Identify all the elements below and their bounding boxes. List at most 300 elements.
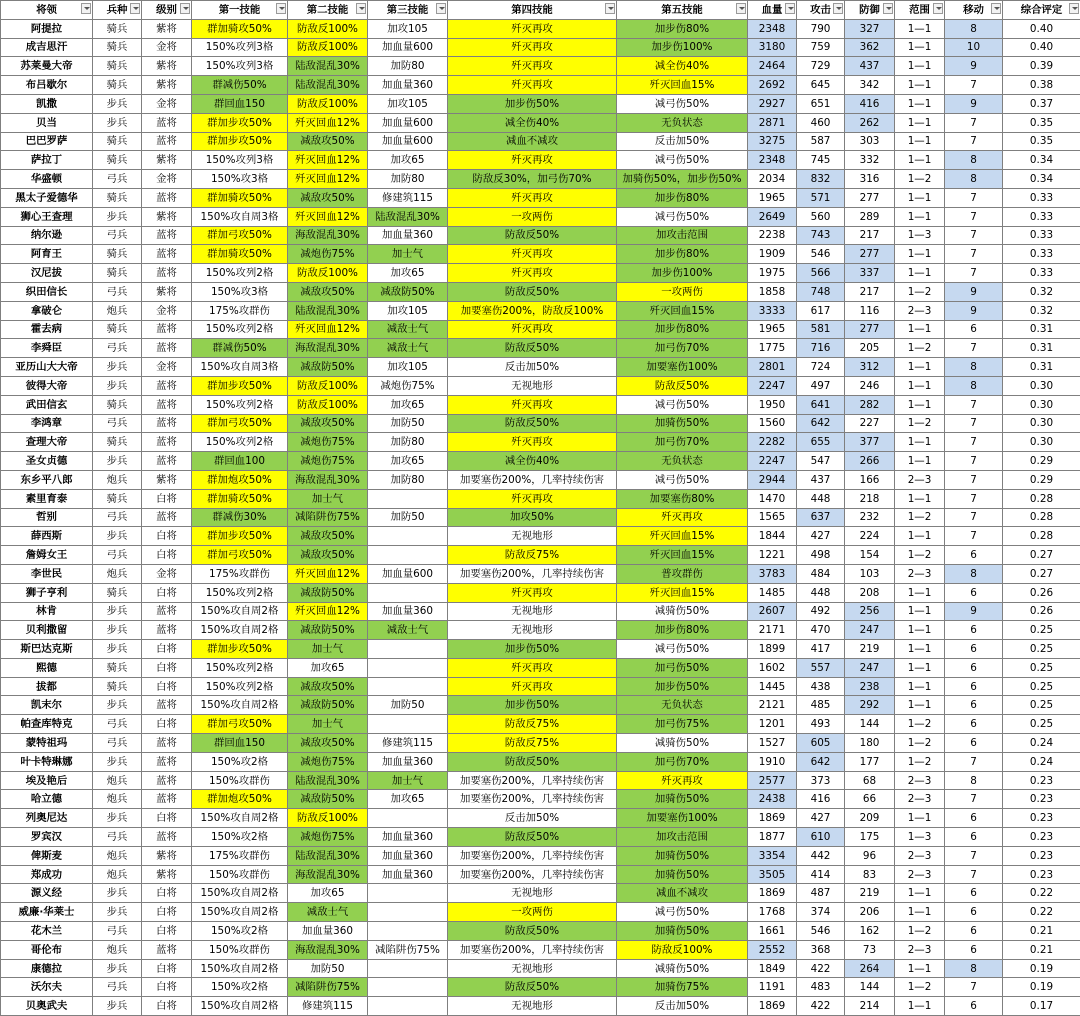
range-cell[interactable]: 1—2 <box>895 978 945 997</box>
skill-2-cell[interactable]: 防敌反100% <box>288 809 368 828</box>
defense-cell[interactable]: 83 <box>845 865 895 884</box>
skill-4-cell[interactable]: 反击加50% <box>448 809 617 828</box>
skill-2-cell[interactable]: 海敌混乱30% <box>288 865 368 884</box>
skill-1-cell[interactable]: 150%攻自周2格 <box>192 997 288 1016</box>
skill-3-cell[interactable]: 加士气 <box>368 245 448 264</box>
troop-type-cell[interactable]: 炮兵 <box>93 301 142 320</box>
general-name-cell[interactable]: 贝奥武夫 <box>1 997 93 1016</box>
troop-type-cell[interactable]: 骑兵 <box>93 151 142 170</box>
rank-cell[interactable]: 紫将 <box>142 865 192 884</box>
rank-cell[interactable]: 蓝将 <box>142 132 192 151</box>
rank-cell[interactable]: 白将 <box>142 640 192 659</box>
attack-cell[interactable]: 374 <box>797 903 845 922</box>
skill-2-cell[interactable]: 陆敌混乱30% <box>288 846 368 865</box>
skill-5-cell[interactable]: 减全伤40% <box>617 57 748 76</box>
skill-2-cell[interactable]: 减敌攻50% <box>288 677 368 696</box>
move-cell[interactable]: 10 <box>945 38 1003 57</box>
skill-1-cell[interactable]: 群加骑攻50% <box>192 19 288 38</box>
rank-cell[interactable]: 白将 <box>142 809 192 828</box>
range-cell[interactable]: 1—3 <box>895 226 945 245</box>
defense-cell[interactable]: 206 <box>845 903 895 922</box>
range-cell[interactable]: 1—2 <box>895 508 945 527</box>
hp-cell[interactable]: 1877 <box>748 828 797 847</box>
skill-2-cell[interactable]: 歼灭回血12% <box>288 207 368 226</box>
hp-cell[interactable]: 1602 <box>748 658 797 677</box>
skill-5-cell[interactable]: 减弓伤50% <box>617 395 748 414</box>
skill-4-cell[interactable]: 减血不减攻 <box>448 132 617 151</box>
move-cell[interactable]: 6 <box>945 997 1003 1016</box>
skill-3-cell[interactable]: 加血量600 <box>368 113 448 132</box>
range-cell[interactable]: 2—3 <box>895 865 945 884</box>
skill-4-cell[interactable]: 加要塞伤200%，几率持续伤害 <box>448 846 617 865</box>
defense-cell[interactable]: 217 <box>845 282 895 301</box>
attack-cell[interactable]: 427 <box>797 527 845 546</box>
general-name-cell[interactable]: 阿育王 <box>1 245 93 264</box>
troop-type-cell[interactable]: 骑兵 <box>93 38 142 57</box>
skill-2-cell[interactable]: 加防50 <box>288 959 368 978</box>
hp-cell[interactable]: 2348 <box>748 19 797 38</box>
skill-3-cell[interactable]: 加攻105 <box>368 19 448 38</box>
range-cell[interactable]: 2—3 <box>895 470 945 489</box>
rank-cell[interactable]: 白将 <box>142 715 192 734</box>
rank-cell[interactable]: 紫将 <box>142 19 192 38</box>
skill-3-cell[interactable]: 加攻105 <box>368 94 448 113</box>
move-cell[interactable]: 6 <box>945 809 1003 828</box>
skill-2-cell[interactable]: 减敌士气 <box>288 903 368 922</box>
range-cell[interactable]: 1—1 <box>895 452 945 471</box>
move-cell[interactable]: 7 <box>945 188 1003 207</box>
range-cell[interactable]: 2—3 <box>895 564 945 583</box>
defense-cell[interactable]: 437 <box>845 57 895 76</box>
skill-1-cell[interactable]: 群加步攻50% <box>192 376 288 395</box>
rating-cell[interactable]: 0.30 <box>1003 376 1080 395</box>
range-cell[interactable]: 1—1 <box>895 38 945 57</box>
skill-3-cell[interactable] <box>368 527 448 546</box>
skill-2-cell[interactable]: 减敌防50% <box>288 790 368 809</box>
skill-4-cell[interactable]: 歼灭再攻 <box>448 188 617 207</box>
troop-type-cell[interactable]: 骑兵 <box>93 677 142 696</box>
skill-1-cell[interactable]: 175%攻群伤 <box>192 301 288 320</box>
skill-1-cell[interactable]: 150%攻群伤 <box>192 940 288 959</box>
range-cell[interactable]: 1—1 <box>895 527 945 546</box>
skill-3-cell[interactable]: 加攻105 <box>368 358 448 377</box>
rank-cell[interactable]: 蓝将 <box>142 339 192 358</box>
skill-2-cell[interactable]: 减敌攻50% <box>288 527 368 546</box>
range-cell[interactable]: 1—1 <box>895 621 945 640</box>
skill-2-cell[interactable]: 海敌混乱30% <box>288 940 368 959</box>
skill-2-cell[interactable]: 修建筑115 <box>288 997 368 1016</box>
skill-3-cell[interactable]: 加防80 <box>368 433 448 452</box>
skill-1-cell[interactable]: 群减伤50% <box>192 76 288 95</box>
skill-3-cell[interactable] <box>368 922 448 941</box>
rating-cell[interactable]: 0.30 <box>1003 414 1080 433</box>
attack-cell[interactable]: 745 <box>797 151 845 170</box>
troop-type-cell[interactable]: 弓兵 <box>93 414 142 433</box>
skill-2-cell[interactable]: 减敌防50% <box>288 621 368 640</box>
general-name-cell[interactable]: 詹姆女王 <box>1 546 93 565</box>
filter-dropdown-icon[interactable] <box>991 3 1001 14</box>
general-name-cell[interactable]: 黑太子爱德华 <box>1 188 93 207</box>
skill-3-cell[interactable]: 加防80 <box>368 57 448 76</box>
skill-4-cell[interactable]: 防敌反50% <box>448 414 617 433</box>
defense-cell[interactable]: 224 <box>845 527 895 546</box>
defense-cell[interactable]: 205 <box>845 339 895 358</box>
attack-cell[interactable]: 460 <box>797 113 845 132</box>
attack-cell[interactable]: 438 <box>797 677 845 696</box>
skill-4-cell[interactable]: 无视地形 <box>448 527 617 546</box>
skill-1-cell[interactable]: 群加弓攻50% <box>192 715 288 734</box>
hp-cell[interactable]: 1527 <box>748 734 797 753</box>
general-name-cell[interactable]: 狮心王查理 <box>1 207 93 226</box>
move-cell[interactable]: 7 <box>945 790 1003 809</box>
range-cell[interactable]: 1—1 <box>895 640 945 659</box>
rating-cell[interactable]: 0.29 <box>1003 452 1080 471</box>
skill-2-cell[interactable]: 防敌反100% <box>288 94 368 113</box>
attack-cell[interactable]: 716 <box>797 339 845 358</box>
rating-cell[interactable]: 0.19 <box>1003 978 1080 997</box>
troop-type-cell[interactable]: 步兵 <box>93 452 142 471</box>
troop-type-cell[interactable]: 步兵 <box>93 602 142 621</box>
defense-cell[interactable]: 262 <box>845 113 895 132</box>
skill-2-cell[interactable]: 减炮伤75% <box>288 752 368 771</box>
attack-cell[interactable]: 557 <box>797 658 845 677</box>
skill-5-cell[interactable]: 加要塞伤80% <box>617 489 748 508</box>
skill-5-cell[interactable]: 加步伤100% <box>617 38 748 57</box>
hp-cell[interactable]: 2552 <box>748 940 797 959</box>
move-cell[interactable]: 8 <box>945 959 1003 978</box>
hp-cell[interactable]: 3354 <box>748 846 797 865</box>
rating-cell[interactable]: 0.23 <box>1003 828 1080 847</box>
rank-cell[interactable]: 蓝将 <box>142 771 192 790</box>
skill-5-cell[interactable]: 无负状态 <box>617 696 748 715</box>
move-cell[interactable]: 7 <box>945 264 1003 283</box>
skill-1-cell[interactable]: 群加骑攻50% <box>192 188 288 207</box>
attack-cell[interactable]: 637 <box>797 508 845 527</box>
skill-1-cell[interactable]: 群加炮攻50% <box>192 790 288 809</box>
skill-3-cell[interactable] <box>368 978 448 997</box>
skill-2-cell[interactable]: 加士气 <box>288 489 368 508</box>
general-name-cell[interactable]: 东乡平八郎 <box>1 470 93 489</box>
troop-type-cell[interactable]: 步兵 <box>93 94 142 113</box>
move-cell[interactable]: 7 <box>945 76 1003 95</box>
rank-cell[interactable]: 金将 <box>142 94 192 113</box>
hp-cell[interactable]: 1899 <box>748 640 797 659</box>
attack-cell[interactable]: 587 <box>797 132 845 151</box>
skill-5-cell[interactable]: 减骑伤50% <box>617 602 748 621</box>
filter-dropdown-icon[interactable] <box>356 3 366 14</box>
troop-type-cell[interactable]: 炮兵 <box>93 771 142 790</box>
skill-5-cell[interactable]: 加骑伤50% <box>617 414 748 433</box>
skill-1-cell[interactable]: 群加步攻50% <box>192 132 288 151</box>
troop-type-cell[interactable]: 弓兵 <box>93 508 142 527</box>
general-name-cell[interactable]: 哈立德 <box>1 790 93 809</box>
skill-3-cell[interactable] <box>368 489 448 508</box>
rating-cell[interactable]: 0.25 <box>1003 715 1080 734</box>
skill-5-cell[interactable]: 加骑伤50% <box>617 922 748 941</box>
skill-5-cell[interactable]: 反击加50% <box>617 132 748 151</box>
skill-5-cell[interactable]: 加步伤100% <box>617 264 748 283</box>
skill-3-cell[interactable]: 加士气 <box>368 771 448 790</box>
troop-type-cell[interactable]: 弓兵 <box>93 226 142 245</box>
skill-2-cell[interactable]: 减敌攻50% <box>288 734 368 753</box>
range-cell[interactable]: 1—2 <box>895 752 945 771</box>
skill-4-cell[interactable]: 加要塞伤200%，几率持续伤害 <box>448 865 617 884</box>
skill-1-cell[interactable]: 150%攻自周3格 <box>192 207 288 226</box>
rating-cell[interactable]: 0.27 <box>1003 564 1080 583</box>
skill-3-cell[interactable]: 加攻65 <box>368 264 448 283</box>
rating-cell[interactable]: 0.29 <box>1003 470 1080 489</box>
skill-2-cell[interactable]: 减敌防50% <box>288 583 368 602</box>
skill-4-cell[interactable]: 防敌反30%，加弓伤70% <box>448 170 617 189</box>
hp-cell[interactable]: 2927 <box>748 94 797 113</box>
rank-cell[interactable]: 蓝将 <box>142 376 192 395</box>
move-cell[interactable]: 6 <box>945 903 1003 922</box>
attack-cell[interactable]: 581 <box>797 320 845 339</box>
hp-cell[interactable]: 3783 <box>748 564 797 583</box>
defense-cell[interactable]: 327 <box>845 19 895 38</box>
skill-2-cell[interactable]: 海敌混乱30% <box>288 339 368 358</box>
hp-cell[interactable]: 1565 <box>748 508 797 527</box>
move-cell[interactable]: 8 <box>945 151 1003 170</box>
skill-3-cell[interactable]: 加攻65 <box>368 452 448 471</box>
rating-cell[interactable]: 0.31 <box>1003 358 1080 377</box>
skill-4-cell[interactable]: 一攻两伤 <box>448 207 617 226</box>
skill-1-cell[interactable]: 150%攻自周2格 <box>192 903 288 922</box>
attack-cell[interactable]: 547 <box>797 452 845 471</box>
general-name-cell[interactable]: 埃及艳后 <box>1 771 93 790</box>
rank-cell[interactable]: 金将 <box>142 358 192 377</box>
troop-type-cell[interactable]: 弓兵 <box>93 170 142 189</box>
skill-5-cell[interactable]: 加步伤80% <box>617 621 748 640</box>
skill-3-cell[interactable]: 加防50 <box>368 508 448 527</box>
skill-2-cell[interactable]: 海敌混乱30% <box>288 470 368 489</box>
skill-4-cell[interactable]: 防敌反75% <box>448 734 617 753</box>
skill-3-cell[interactable]: 减敌防50% <box>368 282 448 301</box>
skill-5-cell[interactable]: 防敌反50% <box>617 376 748 395</box>
defense-cell[interactable]: 292 <box>845 696 895 715</box>
skill-4-cell[interactable]: 加步伤50% <box>448 640 617 659</box>
defense-cell[interactable]: 266 <box>845 452 895 471</box>
rating-cell[interactable]: 0.30 <box>1003 395 1080 414</box>
skill-4-cell[interactable]: 歼灭再攻 <box>448 320 617 339</box>
skill-1-cell[interactable]: 150%攻2格 <box>192 828 288 847</box>
skill-3-cell[interactable]: 加血量360 <box>368 846 448 865</box>
attack-cell[interactable]: 422 <box>797 959 845 978</box>
rank-cell[interactable]: 紫将 <box>142 207 192 226</box>
general-name-cell[interactable]: 李鸿章 <box>1 414 93 433</box>
defense-cell[interactable]: 377 <box>845 433 895 452</box>
range-cell[interactable]: 1—1 <box>895 132 945 151</box>
troop-type-cell[interactable]: 炮兵 <box>93 470 142 489</box>
hp-cell[interactable]: 2348 <box>748 151 797 170</box>
hp-cell[interactable]: 1869 <box>748 809 797 828</box>
troop-type-cell[interactable]: 步兵 <box>93 903 142 922</box>
skill-4-cell[interactable]: 防敌反50% <box>448 922 617 941</box>
skill-4-cell[interactable]: 加要塞伤200%，几率持续伤害 <box>448 940 617 959</box>
skill-3-cell[interactable]: 加攻65 <box>368 790 448 809</box>
general-name-cell[interactable]: 武田信玄 <box>1 395 93 414</box>
range-cell[interactable]: 1—2 <box>895 339 945 358</box>
skill-3-cell[interactable]: 加血量360 <box>368 865 448 884</box>
skill-2-cell[interactable]: 歼灭回血12% <box>288 170 368 189</box>
range-cell[interactable]: 1—2 <box>895 282 945 301</box>
skill-3-cell[interactable]: 减敌士气 <box>368 339 448 358</box>
skill-1-cell[interactable]: 150%攻自周2格 <box>192 809 288 828</box>
rank-cell[interactable]: 紫将 <box>142 282 192 301</box>
hp-cell[interactable]: 1909 <box>748 245 797 264</box>
skill-2-cell[interactable]: 防敌反100% <box>288 395 368 414</box>
skill-3-cell[interactable]: 减炮伤75% <box>368 376 448 395</box>
troop-type-cell[interactable]: 步兵 <box>93 959 142 978</box>
defense-cell[interactable]: 362 <box>845 38 895 57</box>
skill-3-cell[interactable]: 减敌士气 <box>368 320 448 339</box>
skill-3-cell[interactable]: 陆敌混乱30% <box>368 207 448 226</box>
move-cell[interactable]: 8 <box>945 170 1003 189</box>
rank-cell[interactable]: 白将 <box>142 527 192 546</box>
skill-3-cell[interactable] <box>368 997 448 1016</box>
skill-1-cell[interactable]: 150%攻2格 <box>192 978 288 997</box>
range-cell[interactable]: 1—1 <box>895 151 945 170</box>
troop-type-cell[interactable]: 步兵 <box>93 207 142 226</box>
general-name-cell[interactable]: 罗宾汉 <box>1 828 93 847</box>
skill-4-cell[interactable]: 防敌反50% <box>448 339 617 358</box>
move-cell[interactable]: 6 <box>945 640 1003 659</box>
skill-4-cell[interactable]: 防敌反50% <box>448 978 617 997</box>
attack-cell[interactable]: 484 <box>797 564 845 583</box>
general-name-cell[interactable]: 康德拉 <box>1 959 93 978</box>
rating-cell[interactable]: 0.21 <box>1003 940 1080 959</box>
range-cell[interactable]: 1—1 <box>895 602 945 621</box>
range-cell[interactable]: 1—3 <box>895 828 945 847</box>
defense-cell[interactable]: 177 <box>845 752 895 771</box>
skill-5-cell[interactable]: 歼灭回血15% <box>617 527 748 546</box>
rank-cell[interactable]: 金将 <box>142 564 192 583</box>
skill-3-cell[interactable]: 加血量360 <box>368 828 448 847</box>
attack-cell[interactable]: 759 <box>797 38 845 57</box>
rank-cell[interactable]: 蓝将 <box>142 452 192 471</box>
skill-4-cell[interactable]: 一攻两伤 <box>448 903 617 922</box>
general-name-cell[interactable]: 汉尼拔 <box>1 264 93 283</box>
rating-cell[interactable]: 0.35 <box>1003 132 1080 151</box>
general-name-cell[interactable]: 熙德 <box>1 658 93 677</box>
troop-type-cell[interactable]: 炮兵 <box>93 790 142 809</box>
general-name-cell[interactable]: 林肯 <box>1 602 93 621</box>
skill-3-cell[interactable] <box>368 583 448 602</box>
skill-4-cell[interactable]: 加要塞伤200%，几率持续伤害 <box>448 564 617 583</box>
range-cell[interactable]: 1—1 <box>895 903 945 922</box>
rating-cell[interactable]: 0.40 <box>1003 38 1080 57</box>
rank-cell[interactable]: 蓝将 <box>142 940 192 959</box>
skill-1-cell[interactable]: 150%攻群伤 <box>192 865 288 884</box>
attack-cell[interactable]: 642 <box>797 414 845 433</box>
troop-type-cell[interactable]: 步兵 <box>93 358 142 377</box>
hp-cell[interactable]: 2944 <box>748 470 797 489</box>
troop-type-cell[interactable]: 骑兵 <box>93 264 142 283</box>
skill-2-cell[interactable]: 歼灭回血12% <box>288 602 368 621</box>
hp-cell[interactable]: 3333 <box>748 301 797 320</box>
rank-cell[interactable]: 白将 <box>142 489 192 508</box>
general-name-cell[interactable]: 彼得大帝 <box>1 376 93 395</box>
skill-5-cell[interactable]: 歼灭回血15% <box>617 301 748 320</box>
defense-cell[interactable]: 217 <box>845 226 895 245</box>
defense-cell[interactable]: 247 <box>845 621 895 640</box>
attack-cell[interactable]: 832 <box>797 170 845 189</box>
troop-type-cell[interactable]: 骑兵 <box>93 489 142 508</box>
rank-cell[interactable]: 白将 <box>142 997 192 1016</box>
defense-cell[interactable]: 277 <box>845 245 895 264</box>
filter-dropdown-icon[interactable] <box>605 3 615 14</box>
defense-cell[interactable]: 332 <box>845 151 895 170</box>
hp-cell[interactable]: 1965 <box>748 188 797 207</box>
skill-3-cell[interactable]: 减陷阱伤75% <box>368 940 448 959</box>
skill-4-cell[interactable]: 减全伤40% <box>448 452 617 471</box>
skill-1-cell[interactable]: 群加弓攻50% <box>192 546 288 565</box>
troop-type-cell[interactable]: 炮兵 <box>93 865 142 884</box>
attack-cell[interactable]: 437 <box>797 470 845 489</box>
move-cell[interactable]: 7 <box>945 395 1003 414</box>
skill-2-cell[interactable]: 歼灭回血12% <box>288 564 368 583</box>
range-cell[interactable]: 1—1 <box>895 264 945 283</box>
rating-cell[interactable]: 0.31 <box>1003 320 1080 339</box>
general-name-cell[interactable]: 帕查库特克 <box>1 715 93 734</box>
rank-cell[interactable]: 白将 <box>142 978 192 997</box>
attack-cell[interactable]: 546 <box>797 922 845 941</box>
skill-3-cell[interactable]: 修建筑115 <box>368 734 448 753</box>
attack-cell[interactable]: 655 <box>797 433 845 452</box>
troop-type-cell[interactable]: 步兵 <box>93 696 142 715</box>
general-name-cell[interactable]: 查理大帝 <box>1 433 93 452</box>
skill-4-cell[interactable]: 加步伤50% <box>448 94 617 113</box>
general-name-cell[interactable]: 布吕歇尔 <box>1 76 93 95</box>
skill-2-cell[interactable]: 减敌攻50% <box>288 132 368 151</box>
rating-cell[interactable]: 0.28 <box>1003 508 1080 527</box>
rank-cell[interactable]: 白将 <box>142 903 192 922</box>
attack-cell[interactable]: 373 <box>797 771 845 790</box>
defense-cell[interactable]: 162 <box>845 922 895 941</box>
troop-type-cell[interactable]: 步兵 <box>93 752 142 771</box>
attack-cell[interactable]: 442 <box>797 846 845 865</box>
attack-cell[interactable]: 483 <box>797 978 845 997</box>
skill-4-cell[interactable]: 加要塞伤200%，几率持续伤害 <box>448 470 617 489</box>
hp-cell[interactable]: 2438 <box>748 790 797 809</box>
skill-2-cell[interactable]: 歼灭回血12% <box>288 320 368 339</box>
skill-5-cell[interactable]: 一攻两伤 <box>617 282 748 301</box>
skill-5-cell[interactable]: 加要塞伤100% <box>617 809 748 828</box>
attack-cell[interactable]: 605 <box>797 734 845 753</box>
skill-3-cell[interactable]: 加血量360 <box>368 752 448 771</box>
range-cell[interactable]: 1—2 <box>895 715 945 734</box>
skill-1-cell[interactable]: 群加弓攻50% <box>192 414 288 433</box>
rank-cell[interactable]: 白将 <box>142 959 192 978</box>
range-cell[interactable]: 1—1 <box>895 658 945 677</box>
troop-type-cell[interactable]: 骑兵 <box>93 188 142 207</box>
skill-1-cell[interactable]: 150%攻3格 <box>192 282 288 301</box>
skill-1-cell[interactable]: 群加步攻50% <box>192 527 288 546</box>
attack-cell[interactable]: 743 <box>797 226 845 245</box>
skill-1-cell[interactable]: 150%攻自周2格 <box>192 621 288 640</box>
rank-cell[interactable]: 紫将 <box>142 76 192 95</box>
range-cell[interactable]: 1—1 <box>895 489 945 508</box>
rank-cell[interactable]: 蓝将 <box>142 113 192 132</box>
hp-cell[interactable]: 2121 <box>748 696 797 715</box>
defense-cell[interactable]: 337 <box>845 264 895 283</box>
skill-3-cell[interactable] <box>368 677 448 696</box>
range-cell[interactable]: 2—3 <box>895 846 945 865</box>
skill-1-cell[interactable]: 150%攻列2格 <box>192 395 288 414</box>
skill-5-cell[interactable]: 歼灭回血15% <box>617 546 748 565</box>
skill-4-cell[interactable]: 无视地形 <box>448 997 617 1016</box>
general-name-cell[interactable]: 李舜臣 <box>1 339 93 358</box>
